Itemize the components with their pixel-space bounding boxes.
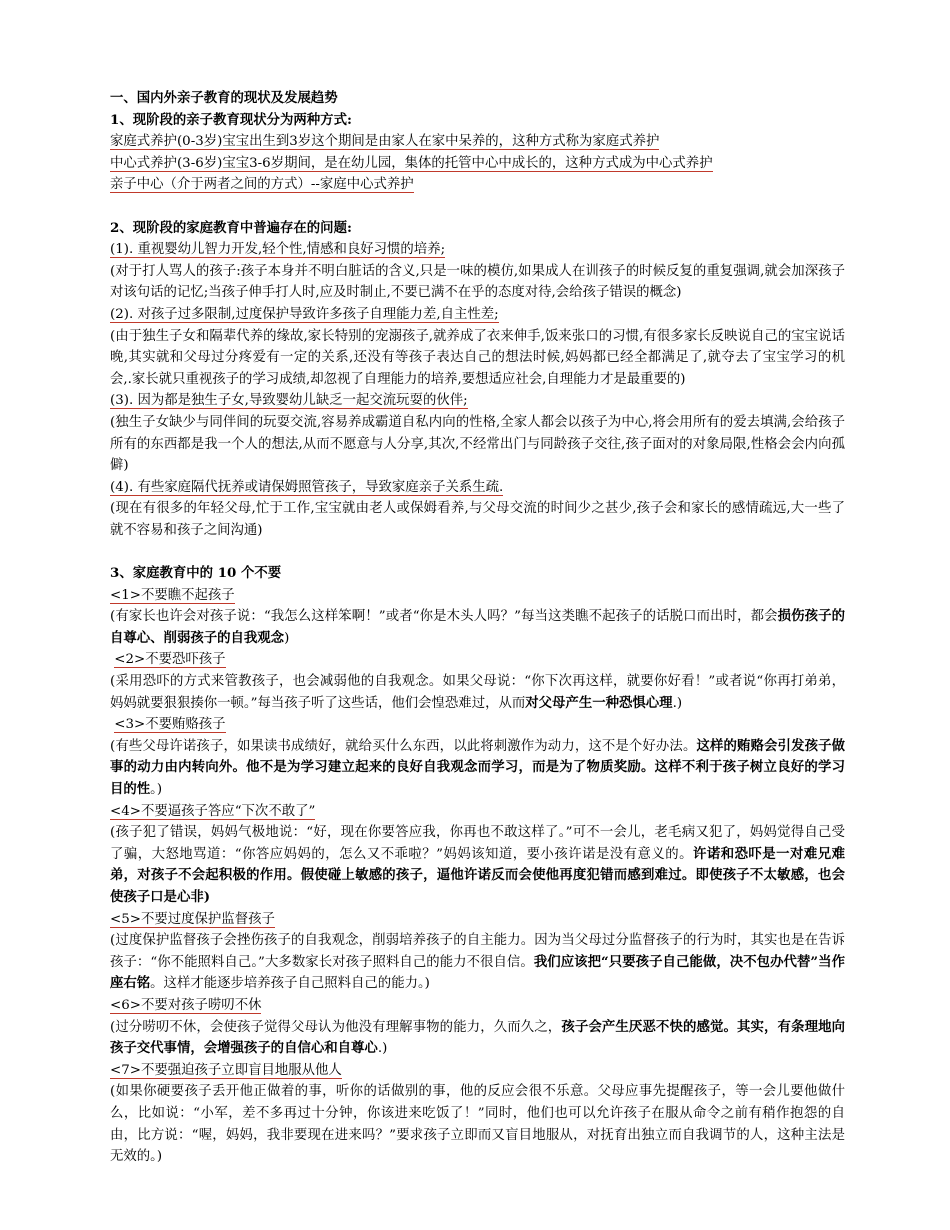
problem-1-body: (对于打人骂人的孩子:孩子本身并不明白脏话的含义,只是一味的模仿,如果成人在训孩子的时候反复的重复强调,就会加深孩子对该句话的记忆;当孩子伸手打人时,应及时制止,不要已满不在乎的态度对待,会给孩子错误的概念) — [110, 263, 845, 301]
section-1-line-3: 亲子中心（介于两者之间的方式）--家庭中心式养护 — [110, 177, 414, 193]
rule-3-emphasis: 这样的贿赂会引发孩子做事的动力由内转向外。他不是为学习建立起来的良好自我观念而学习，而是为了物质奖励。这样不利于孩子树立良好的学习目的性 — [110, 737, 846, 797]
spacer — [110, 196, 845, 218]
section-1-line-2: 中心式养护(3-6岁)宝宝3-6岁期间，是在幼儿园，集体的托管中心中成长的，这种方式成为中心式养护 — [110, 155, 713, 171]
rule-1-body — [110, 606, 845, 649]
rule-1-title: <1>不要瞧不起孩子 — [110, 587, 235, 603]
rule-7-title: <7>不要强迫孩子立即盲目地服从他人 — [110, 1062, 342, 1078]
rule-3-end: 。) — [150, 782, 163, 797]
rule-3-title: <3>不要贿赂孩子 — [114, 717, 226, 733]
problem-2-title: (2). 对孩子过多限制,过度保护导致许多孩子自理能力差,自主性差; — [110, 306, 499, 322]
rule-3-text: (有些父母许诺孩子，如果读书成绩好，就给买什么东西，以此将刺激作为动力，这不是个好办法。 — [110, 738, 697, 754]
problem-2-body: (由于独生子女和隔辈代养的缘故,家长特别的宠溺孩子,就养成了衣来伸手,饭来张口的习惯,有很多家长反映说自己的宝宝说话晚,其实就和父母过分疼爱有一定的关系,还没有等孩子表达自己的想法时候,妈妈都已经全都满足了,就夺去了宝宝学习的机会,.家长就只重视孩子的学习成绩,却忽视了自理能力的培养,要想适应社会,自理能力才是最重要的) — [110, 328, 845, 387]
rule-2-title: <2>不要恐吓孩子 — [114, 652, 226, 668]
rule-4-title: <4>不要逼孩子答应“下次不敢了” — [110, 803, 316, 819]
problem-1-title: (1). 重视婴幼儿智力开发,轻个性,情感和良好习惯的培养; — [110, 242, 446, 258]
problem-4-body: (现在有很多的年轻父母,忙于工作,宝宝就由老人或保姆看养,与父母交流的时间少之甚少,孩子会和家长的感情疏远,大一些了就不容易和孩子之间沟通) — [110, 501, 845, 538]
rule-3-body — [110, 736, 845, 801]
rule-2-text: (采用恐吓的方式来管教孩子，也会减弱他的自我观念。如果父母说：“你下次再这样，就要你好看！”或者说“你再打弟弟，妈妈就要狠狠揍你一顿。”每当孩子听了这些话，他们会惶恐难过，从而 — [110, 674, 845, 711]
rule-2-emphasis: 对父母产生一种恐惧心理 — [525, 694, 673, 711]
document-page — [110, 88, 845, 1168]
rule-5-body — [110, 930, 845, 995]
rule-6-emphasis: 孩子会产生厌恶不快的感觉。其实，有条理地向孩子交代事情，会增强孩子的自信心和自尊心 — [110, 1018, 846, 1057]
rule-4-text: (孩子犯了错误，妈妈气极地说：“好，现在你要答应我，你再也不敢这样了。”可不一会儿，老毛病又犯了，妈妈觉得自己受了骗，大怒地骂道：“你答应妈妈的，怎么又不乖啦？”妈妈该知道，要小孩许诺是没有意义的。 — [110, 825, 845, 862]
section-3-heading: 3、家庭教育中的 10 个不要 — [110, 565, 282, 582]
rule-2-body — [110, 671, 845, 714]
rule-4-body — [110, 822, 845, 908]
section-2-heading: 2、现阶段的家庭教育中普遍存在的问题: — [110, 219, 352, 236]
spacer — [110, 541, 845, 563]
section-1-line-1: 家庭式养护(0-3岁)宝宝出生到3岁这个期间是由家人在家中呆养的，这种方式称为家庭式养护 — [110, 134, 660, 150]
rule-1-emphasis: 损伤孩子的自尊心、削弱孩子的自我观念 — [110, 608, 845, 646]
rule-1-end: ) — [284, 630, 290, 646]
rule-5-end: 。这样才能逐步培养孩子自己照料自己的能力。) — [150, 976, 430, 992]
rule-5-title: <5>不要过度保护监督孩子 — [110, 911, 275, 927]
rule-1-text: (有家长也许会对孩子说：“我怎么这样笨啊！”或者“你是木头人吗？”每当这类瞧不起孩子的话脱口而出时，都会 — [110, 609, 778, 625]
rule-7-body: (如果你硬要孩子丢开他正做着的事，听你的话做别的事，他的反应会很不乐意。父母应事先提醒孩子，等一会儿要他做什么，比如说：“小军，差不多再过十分钟，你该进来吃饭了！”同时，他们也可以允许孩子在服从命令之前有稍作抱怨的自由，比方说：“喔，妈妈，我非要现在进来吗？”要求孩子立即而又盲目地服从，对抚育出独立而自我调节的人，这种主法是无效的。) — [110, 1084, 845, 1165]
problem-3-title: (3). 因为都是独生子女,导致婴幼儿缺乏一起交流玩耍的伙伴; — [110, 393, 468, 409]
problem-3-body: (独生子女缺少与同伴间的玩耍交流,容易养成霸道自私内向的性格,全家人都会以孩子为中心,将会用所有的爱去填满,会给孩子所有的东西都是我一个人的想法,从而不愿意与人分享,其次,不经常出门与同龄孩子交往,孩子面对的对象局限,性格会会内向孤僻) — [110, 414, 845, 474]
rule-2-end: .) — [672, 695, 683, 711]
problem-4-title: (4). 有些家庭隔代抚养或请保姆照管孩子，导致家庭亲子关系生疏. — [110, 479, 504, 495]
rule-4-emphasis: 许诺和恐吓是一对难兄难弟，对孩子不会起积极的作用。假使碰上敏感的孩子，逼他许诺反而会使他再度犯错而感到难过。即使孩子不太敏感，也会使孩子口是心非) — [110, 845, 845, 905]
rule-6-text: (过分唠叨不休，会使孩子觉得父母认为他没有理解事物的能力，久而久之， — [110, 1019, 562, 1035]
section-1-heading: 1、现阶段的亲子教育现状分为两种方式: — [110, 111, 352, 128]
rule-5-emphasis: 我们应该把“只要孩子自己能做，决不包办代替”当作座右铭 — [110, 953, 845, 992]
rule-6-body — [110, 1017, 845, 1060]
rule-5-text: (过度保护监督孩子会挫伤孩子的自我观念，削弱培养孩子的自主能力。因为当父母过分监督孩子的行为时，其实也是在告诉孩子：“你不能照料自己。”大多数家长对孩子照料自己的能力不很自信。 — [110, 933, 845, 970]
rule-6-title: <6>不要对孩子唠叨不休 — [110, 997, 262, 1013]
rule-6-end: .) — [377, 1041, 388, 1057]
document-title: 一、国内外亲子教育的现状及发展趋势 — [110, 90, 338, 106]
